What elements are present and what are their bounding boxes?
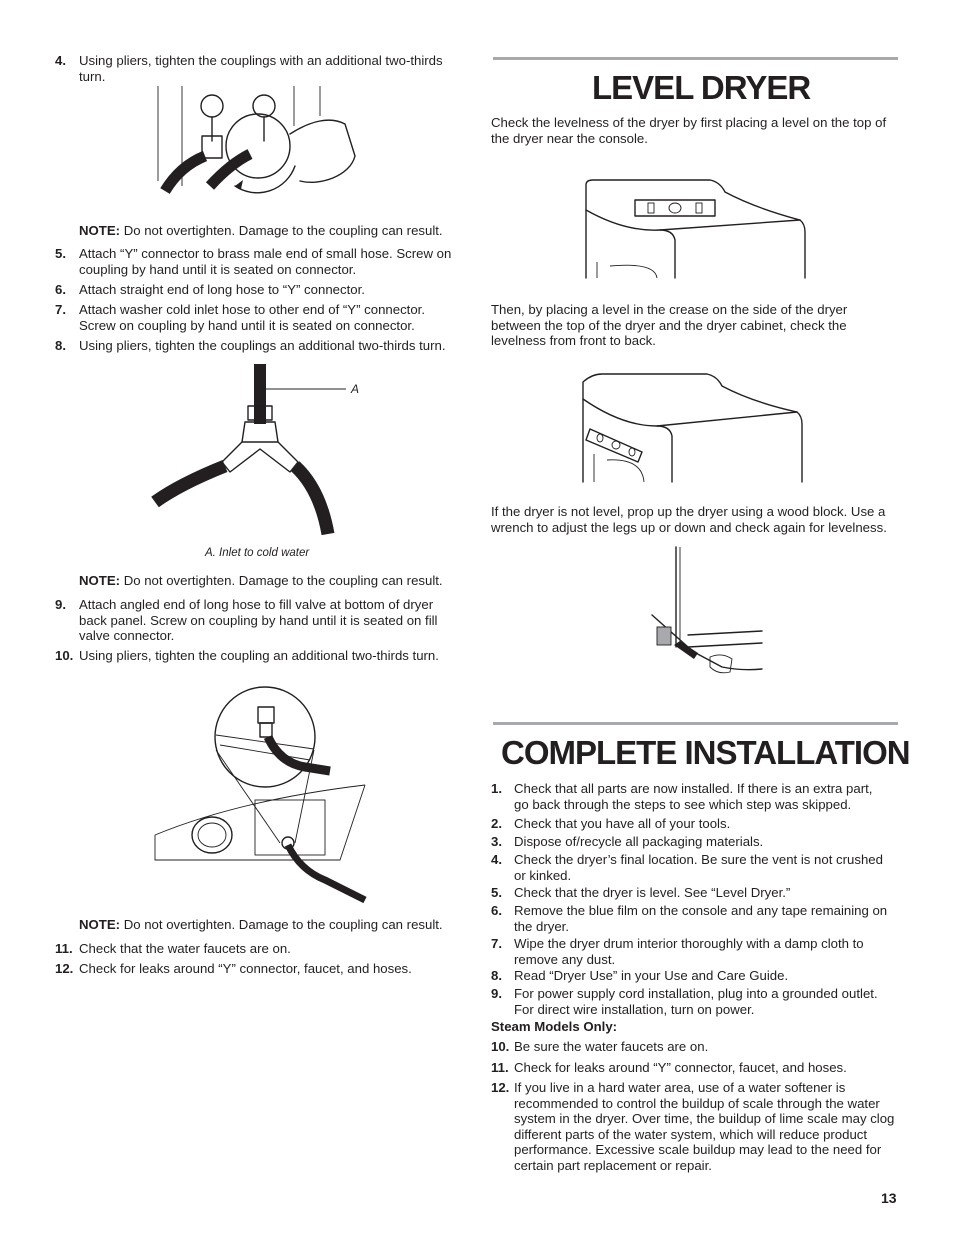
step-text: Using pliers, tighten the couplings with an additional two-thirds turn. (79, 53, 443, 84)
install-step-12: 12. If you live in a hard water area, use of a water softener is recommended to control the buildup of scale through the water system in the dryer. Over time, the buildup of lime scale may clog different parts of the water system, which will reduce product performance. Excessive scale buildup may lead to the need for certain part replacement or repair. (491, 1080, 895, 1173)
note-2: NOTE: Do not overtighten. Damage to the coupling can result. (79, 573, 443, 588)
step-5: 5. Attach “Y” connector to brass male end of small hose. Screw on coupling by hand until it is seated on connector. (55, 246, 452, 277)
steam-models-label: Steam Models Only: (491, 1019, 618, 1034)
section-divider (493, 57, 898, 60)
section-divider-2 (493, 722, 898, 725)
note-1: NOTE: Do not overtighten. Damage to the coupling can result. (79, 223, 443, 238)
step-number: 4. (55, 53, 66, 68)
callout-letter-a: A (351, 382, 360, 396)
page-number: 13 (881, 1190, 897, 1206)
level-dryer-para-1: Check the levelness of the dryer by first placing a level on the top of the dryer near the console. (491, 115, 887, 146)
note-3: NOTE: Do not overtighten. Damage to the coupling can result. (79, 917, 443, 932)
fill-valve-illustration (150, 675, 370, 905)
install-step-4: 4. Check the dryer’s final location. Be sure the vent is not crushed or kinked. (491, 852, 883, 883)
level-dryer-para-2: Then, by placing a level in the crease on the side of the dryer between the top of the dryer and the dryer cabinet, check the levelness from front to back. (491, 302, 848, 349)
y-connector-illustration (150, 364, 365, 539)
faucet-pliers-illustration (150, 86, 365, 196)
install-step-9: 9. For power supply cord installation, plug into a grounded outlet. For direct wire installation, turn on power. (491, 986, 878, 1017)
install-step-7: 7. Wipe the dryer drum interior thoroughly with a damp cloth to remove any dust. (491, 936, 864, 967)
dryer-top-level-illustration (585, 180, 807, 278)
install-step-1: 1. Check that all parts are now installed. If there is an extra part, go back through the steps to see which step was skipped. (491, 781, 873, 812)
complete-installation-heading: COMPLETE INSTALLATION (501, 734, 910, 771)
dryer-side-level-illustration (582, 374, 804, 482)
wood-block-wrench-illustration (652, 547, 766, 687)
install-step-6: 6. Remove the blue film on the console and any tape remaining on the dryer. (491, 903, 888, 934)
figure-caption: A. Inlet to cold water (205, 547, 310, 559)
level-dryer-para-3: If the dryer is not level, prop up the dryer using a wood block. Use a wrench to adjust the legs up or down and check again for levelness. (491, 504, 887, 535)
level-dryer-heading: LEVEL DRYER (592, 69, 811, 106)
step-9: 9. Attach angled end of long hose to fill valve at bottom of dryer back panel. Screw on coupling by hand until it is seated on fill valve connector. (55, 597, 438, 644)
